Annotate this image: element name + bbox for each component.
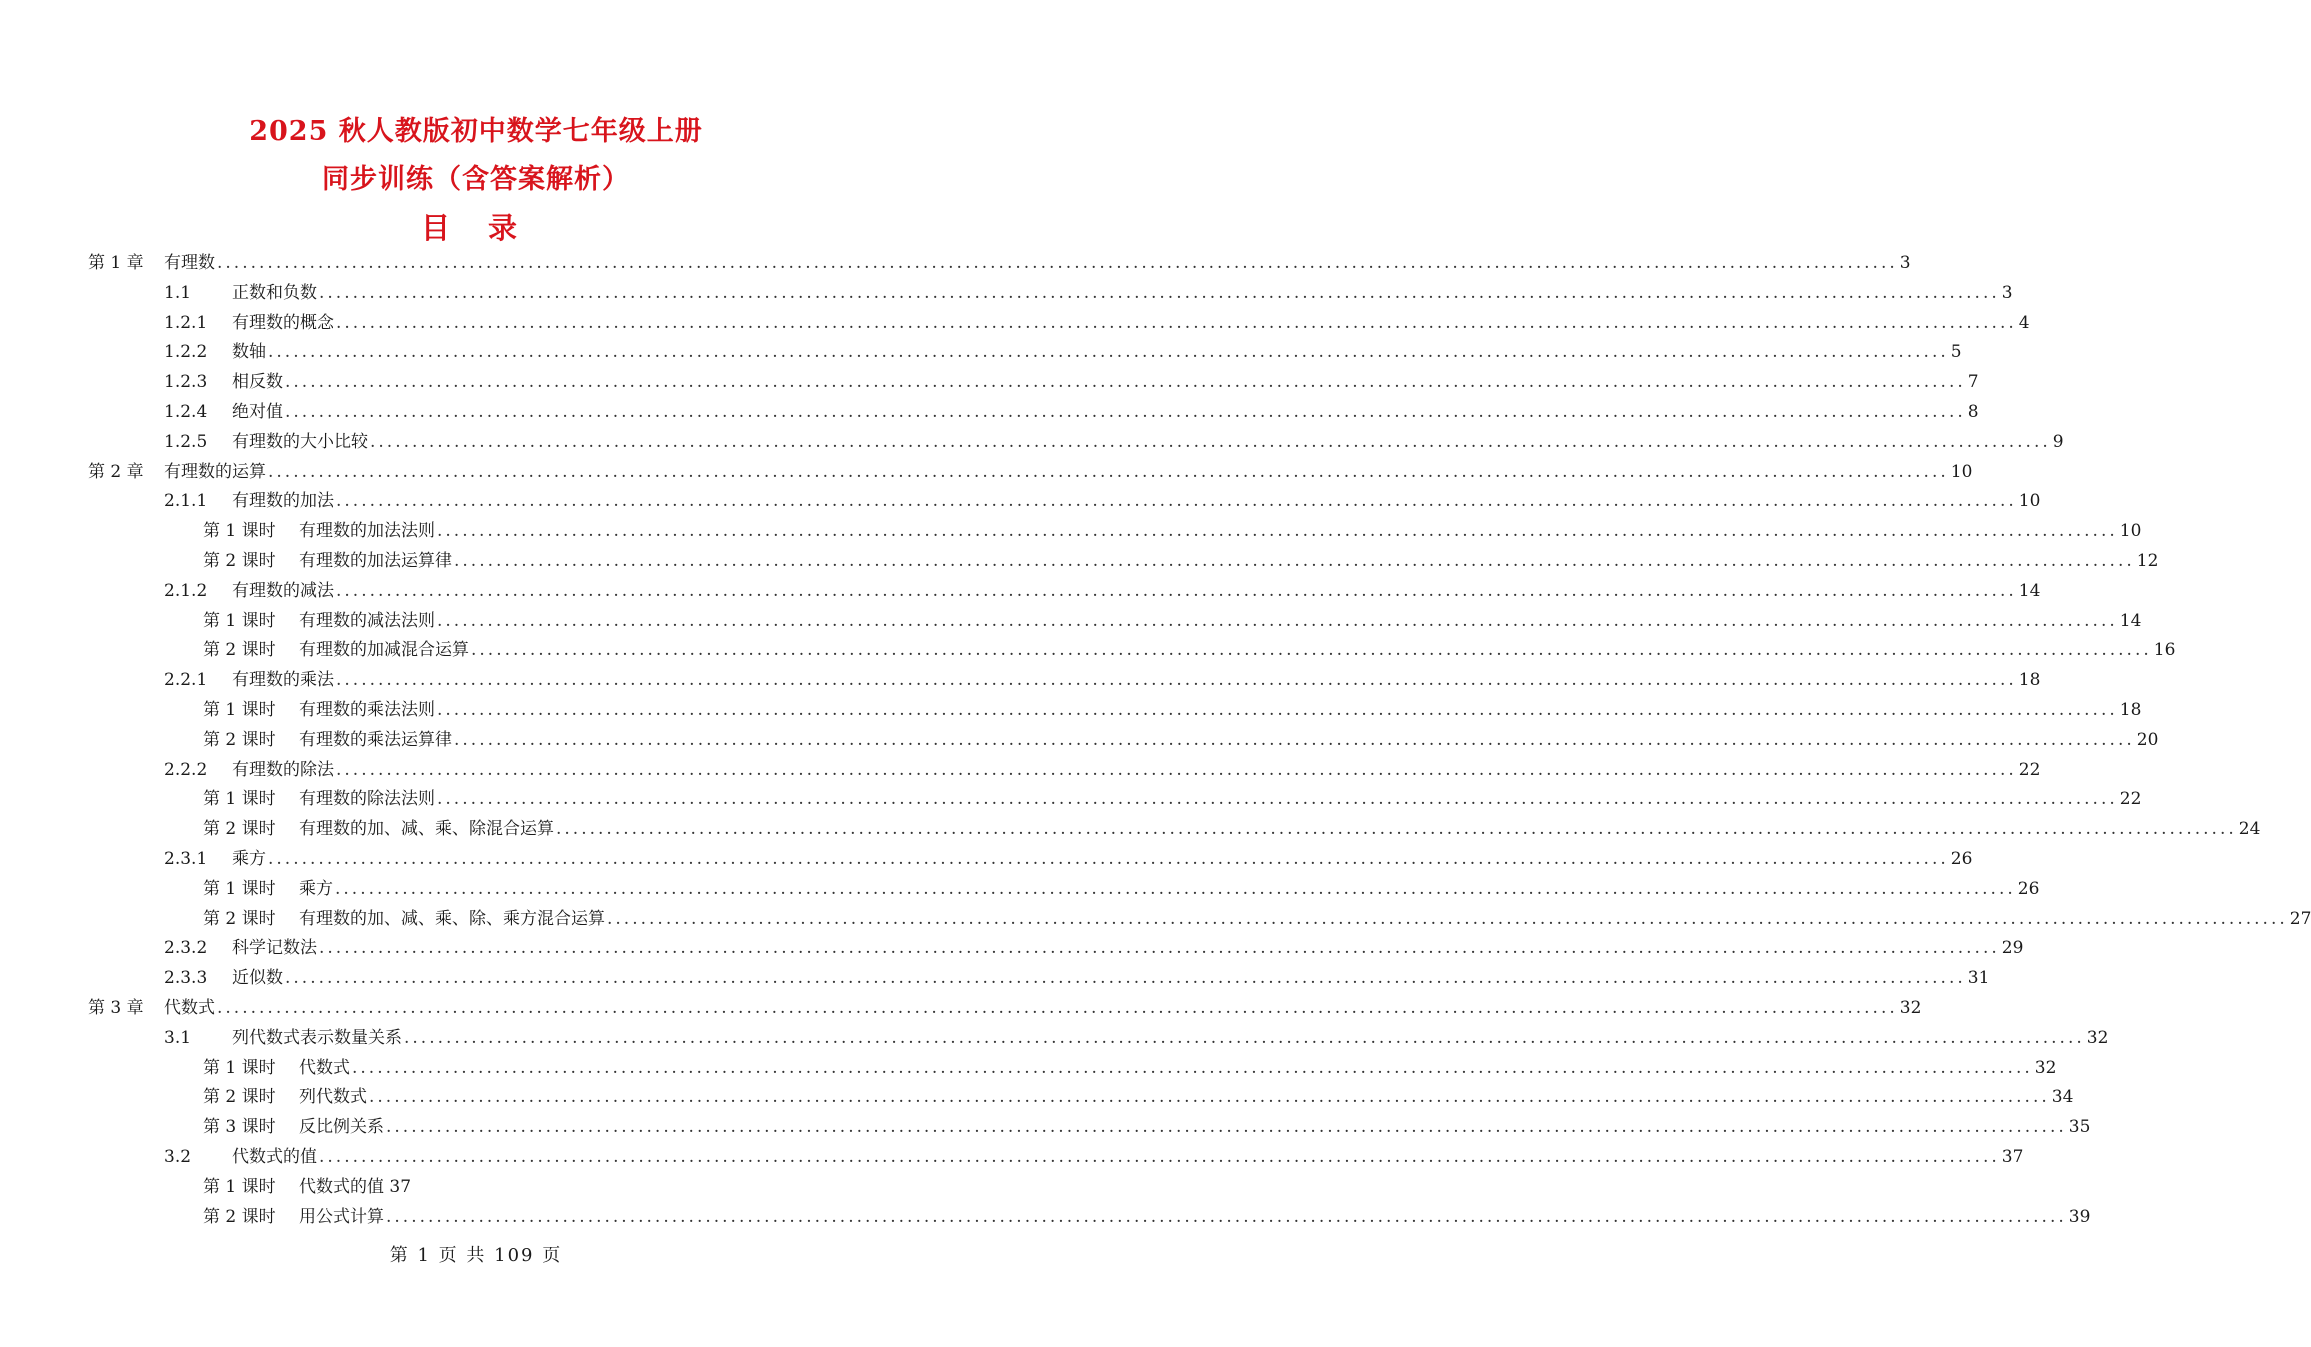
toc-entry-title: 乘方: [299, 878, 333, 899]
toc-entry-title: 正数和负数: [232, 282, 317, 303]
toc-entry-number: 第 1 课时: [203, 521, 276, 542]
toc-entry[interactable]: [88, 993, 1922, 1023]
toc-entry-title: 列代数式: [299, 1087, 367, 1108]
toc-leader-dots: ........................................................................................................................................................................................................: [268, 849, 1949, 869]
toc-entry-number: 第 2 章: [88, 461, 144, 482]
toc-entry[interactable]: [203, 784, 2142, 814]
toc-entry[interactable]: [164, 278, 2013, 308]
toc-leader-dots: ........................................................................................................................................................................................................: [454, 551, 2135, 571]
toc-entry[interactable]: [164, 844, 1973, 874]
toc-leader-dots: ........................................................................................................................................................................................................: [352, 1057, 2033, 1078]
toc-entry-number: 第 2 课时: [203, 640, 276, 661]
toc-entry-page-number: 3: [1899, 253, 1911, 273]
toc-entry-title: 有理数的乘法法则: [299, 700, 435, 720]
toc-entry-number: 第 1 课时: [203, 700, 276, 720]
toc-entry-title: 有理数的加、减、乘、除混合运算: [299, 819, 554, 840]
toc-entry-title: 乘方: [232, 849, 266, 869]
document-subtitle: 同步训练（含答案解析）: [322, 164, 630, 195]
toc-leader-dots: ........................................................................................................................................................................................................: [285, 968, 1966, 989]
toc-leader-dots: ........................................................................................................................................................................................................: [369, 1087, 2050, 1108]
toc-entry-number: 第 2 课时: [203, 1087, 276, 1108]
toc-leader-dots: ........................................................................................................................................................................................................: [268, 461, 1949, 482]
toc-leader-dots: ........................................................................................................................................................................................................: [336, 759, 2017, 780]
document-title: 2025 秋人教版初中数学七年级上册: [249, 116, 703, 147]
toc-leader-dots: ........................................................................................................................................................................................................: [319, 1147, 2000, 1167]
toc-entry-number: 2.3.2: [164, 938, 208, 959]
toc-entry-title: 反比例关系: [299, 1117, 384, 1138]
toc-entry-page-number: 8: [1967, 402, 1979, 422]
toc-entry-number: 2.3.1: [164, 849, 208, 869]
toc-leader-dots: ........................................................................................................................................................................................................: [285, 402, 1966, 422]
toc-entry-number: 第 3 课时: [203, 1117, 276, 1138]
toc-entry-title: 有理数的减法: [232, 580, 334, 601]
toc-leader-dots: ........................................................................................................................................................................................................: [335, 878, 2016, 899]
toc-entry[interactable]: [164, 576, 2041, 606]
toc-leader-dots: ........................................................................................................................................................................................................: [437, 610, 2118, 631]
toc-leader-dots: ........................................................................................................................................................................................................: [268, 342, 1949, 363]
toc-entry-page-number: 32: [2086, 1027, 2109, 1048]
toc-leader-dots: ........................................................................................................................................................................................................: [404, 1027, 2085, 1048]
toc-entry-title: 列代数式表示数量关系: [232, 1027, 402, 1048]
toc-leader-dots: ........................................................................................................................................................................................................: [471, 640, 2152, 661]
toc-entry-number: 3.2: [164, 1147, 192, 1167]
toc-entry-title: 有理数的乘法: [232, 670, 334, 691]
toc-entry[interactable]: [88, 457, 1973, 487]
toc-entry-title: 近似数: [232, 968, 283, 989]
toc-entry[interactable]: [164, 755, 2041, 785]
toc-leader-dots: ........................................................................................................................................................................................................: [437, 700, 2118, 720]
toc-leader-dots: ........................................................................................................................................................................................................: [336, 580, 2017, 601]
toc-entry[interactable]: [203, 516, 2142, 546]
toc-entry-title: 有理数: [164, 253, 215, 273]
toc-entry[interactable]: [164, 1142, 2024, 1172]
document-title-block: [0, 108, 952, 252]
toc-leader-dots: ........................................................................................................................................................................................................: [454, 729, 2135, 750]
toc-entry-title: 有理数的概念: [232, 312, 334, 333]
toc-entry-page-number: 3: [2001, 282, 2013, 303]
toc-entry-page-number: 32: [2034, 1057, 2057, 1078]
toc-entry-title: 有理数的运算: [164, 461, 266, 482]
toc-entry-page-number: 35: [2068, 1117, 2091, 1138]
toc-entry-title: 有理数的加、减、乘、除、乘方混合运算: [299, 908, 605, 929]
toc-entry-number: 2.2.1: [164, 670, 208, 691]
toc-leader-dots: ........................................................................................................................................................................................................: [285, 372, 1966, 393]
toc-entry-page-number: 27: [2289, 908, 2311, 929]
toc-entry-title: 绝对值: [232, 402, 283, 422]
toc-entry-number: 1.2.5: [164, 431, 208, 452]
toc-entry-page-number: 5: [1950, 342, 1962, 363]
toc-entry-page-number: 26: [1950, 849, 1973, 869]
toc-entry[interactable]: [203, 814, 2261, 844]
toc-entry-number: 1.2.4: [164, 402, 208, 422]
toc-entry-page-number: 24: [2238, 819, 2261, 840]
toc-entry-title: 科学记数法: [232, 938, 317, 959]
toc-entry-number: 第 2 课时: [203, 908, 276, 929]
toc-entry-number: 第 1 课时: [203, 1057, 276, 1078]
toc-entry[interactable]: [164, 486, 2041, 516]
toc-entry[interactable]: [164, 933, 2024, 963]
toc-entry[interactable]: [164, 427, 2064, 457]
toc-entry[interactable]: [203, 546, 2159, 576]
toc-entry-title: 用公式计算: [299, 1206, 384, 1227]
toc-entry-page-number: 7: [1967, 372, 1979, 393]
toc-entry-page-number: 26: [2017, 878, 2040, 899]
toc-entry-number: 1.2.3: [164, 372, 208, 393]
toc-entry-number: 3.1: [164, 1027, 192, 1048]
toc-leader-dots: ........................................................................................................................................................................................................: [336, 312, 2017, 333]
toc-entry-title: 代数式的值: [232, 1147, 317, 1167]
toc-entry-number: 2.3.3: [164, 968, 208, 989]
toc-entry-page-number: 12: [2136, 551, 2159, 571]
toc-entry-title: 代数式: [299, 1057, 350, 1078]
toc-leader-dots: ........................................................................................................................................................................................................: [386, 1117, 2067, 1138]
toc-entry-title: 有理数的除法法则: [299, 789, 435, 810]
toc-entry-page-number: 37: [2001, 1147, 2024, 1167]
toc-entry-title: 有理数的加法: [232, 491, 334, 512]
toc-leader-dots: ........................................................................................................................................................................................................: [217, 998, 1898, 1018]
toc-entry-page-number: 31: [1967, 968, 1990, 989]
toc-entry[interactable]: [203, 1082, 2074, 1112]
toc-entry-number: 1.2.2: [164, 342, 208, 363]
toc-leader-dots: ........................................................................................................................................................................................................: [370, 431, 2051, 452]
toc-entry[interactable]: [203, 1053, 2057, 1083]
toc-entry-page-number: 29: [2001, 938, 2024, 959]
toc-entry-number: 1.2.1: [164, 312, 208, 333]
toc-entry-title: 有理数的乘法运算律: [299, 729, 452, 750]
toc-entry-number: 第 3 章: [88, 998, 144, 1018]
toc-entry-page-number: 10: [2119, 521, 2142, 542]
toc-entry[interactable]: [164, 397, 1979, 427]
toc-entry-page-number: 4: [2018, 312, 2030, 333]
toc-entry-page-number: 20: [2136, 729, 2159, 750]
toc-heading: 目 录: [420, 211, 532, 245]
toc-entry-page-number: 10: [2018, 491, 2041, 512]
toc-entry-number: 第 1 课时: [203, 610, 276, 631]
toc-entry-number: 2.2.2: [164, 759, 208, 780]
toc-entry-page-number: 14: [2119, 610, 2142, 631]
toc-entry[interactable]: [164, 337, 1962, 367]
toc-entry-title: 有理数的加法运算律: [299, 551, 452, 571]
toc-entry[interactable]: [164, 665, 2041, 695]
toc-entry-title: 代数式的值 37: [299, 1176, 412, 1197]
toc-leader-dots: ........................................................................................................................................................................................................: [319, 938, 2000, 959]
toc-entry-title: 有理数的加减混合运算: [299, 640, 469, 661]
toc-leader-dots: ........................................................................................................................................................................................................: [336, 670, 2017, 691]
toc-entry[interactable]: [203, 904, 2311, 934]
toc-entry-number: 第 1 课时: [203, 1176, 276, 1197]
toc-entry-number: 第 2 课时: [203, 729, 276, 750]
toc-entry-number: 第 1 章: [88, 253, 144, 273]
toc-entry-title: 相反数: [232, 372, 283, 393]
toc-entry-number: 第 1 课时: [203, 878, 276, 899]
toc-entry[interactable]: [203, 1202, 2091, 1232]
toc-entry-title: 有理数的减法法则: [299, 610, 435, 631]
toc-entry-number: 2.1.1: [164, 491, 208, 512]
toc-entry-title: 有理数的大小比较: [232, 431, 368, 452]
toc-entry-page-number: 18: [2119, 700, 2142, 720]
toc-leader-dots: ........................................................................................................................................................................................................: [437, 521, 2118, 542]
toc-entry-page-number: 39: [2068, 1206, 2091, 1227]
toc-leader-dots: ........................................................................................................................................................................................................: [336, 491, 2017, 512]
toc-entry-number: 第 1 课时: [203, 789, 276, 810]
toc-entry-number: 第 2 课时: [203, 1206, 276, 1227]
toc-entry[interactable]: [203, 695, 2142, 725]
toc-entry-page-number: 32: [1899, 998, 1922, 1018]
toc-entry-title: 有理数的加法法则: [299, 521, 435, 542]
toc-entry-number: 1.1: [164, 282, 192, 303]
toc-leader-dots: ........................................................................................................................................................................................................: [607, 908, 2288, 929]
toc-leader-dots: ........................................................................................................................................................................................................: [319, 282, 2000, 303]
toc-entry[interactable]: [164, 1023, 2109, 1053]
toc-entry-title: 数轴: [232, 342, 266, 363]
toc-entry-page-number: 10: [1950, 461, 1973, 482]
toc-entry-page-number: 16: [2153, 640, 2176, 661]
toc-entry-page-number: 34: [2051, 1087, 2074, 1108]
toc-entry[interactable]: [203, 874, 2040, 904]
toc-entry[interactable]: [88, 248, 1911, 278]
page-footer: 第 1 页 共 109 页: [389, 1245, 563, 1266]
toc-entry[interactable]: [203, 606, 2142, 636]
toc-leader-dots: ........................................................................................................................................................................................................: [437, 789, 2118, 810]
toc-entry[interactable]: [203, 1172, 864, 1202]
toc-entry-number: 第 2 课时: [203, 819, 276, 840]
toc-entry-number: 2.1.2: [164, 580, 208, 601]
toc-leader-dots: ........................................................................................................................................................................................................: [556, 819, 2237, 840]
toc-entry[interactable]: [203, 1112, 2091, 1142]
toc-leader-dots: ........................................................................................................................................................................................................: [217, 253, 1898, 273]
toc-entry-title: 有理数的除法: [232, 759, 334, 780]
toc-entry[interactable]: [203, 635, 2176, 665]
toc-entry[interactable]: [164, 367, 1979, 397]
toc-entry-number: 第 2 课时: [203, 551, 276, 571]
toc-entry-page-number: 14: [2018, 580, 2041, 601]
toc-entry[interactable]: [164, 308, 2030, 338]
toc-leader-dots: ........................................................................................................................................................................................................: [386, 1206, 2067, 1227]
toc-entry[interactable]: [164, 963, 1990, 993]
toc-entry-page-number: 9: [2052, 431, 2064, 452]
toc-entry[interactable]: [203, 725, 2159, 755]
toc-entry-title: 代数式: [164, 998, 215, 1018]
toc-entry-page-number: 22: [2018, 759, 2041, 780]
toc-entry-page-number: 22: [2119, 789, 2142, 810]
toc-entry-page-number: 18: [2018, 670, 2041, 691]
